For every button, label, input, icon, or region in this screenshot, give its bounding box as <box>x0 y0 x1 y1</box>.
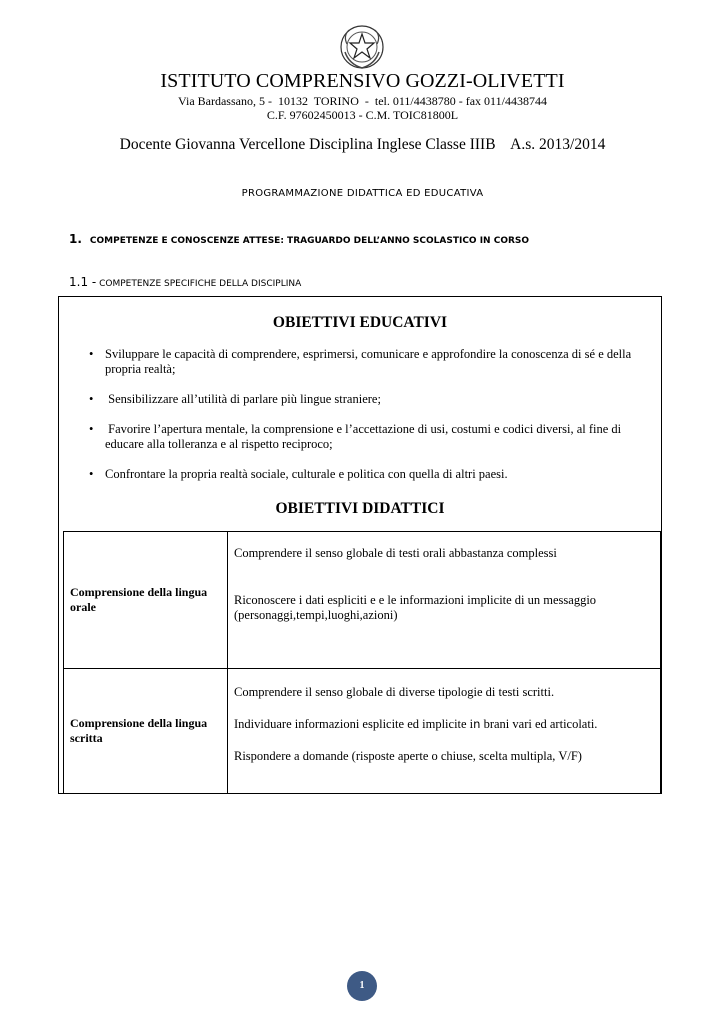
educational-objectives-list <box>89 347 649 497</box>
document-title: PROGRAMMAZIONE DIDATTICA ED EDUCATIVA <box>241 188 484 199</box>
section-1-heading <box>69 232 529 246</box>
list-item: • Sviluppare le capacità di comprendere, esprimersi, comunicare e approfondire la conoscenza di sé e della propria realtà; <box>89 347 632 376</box>
list-item: • Confrontare la propria realtà sociale, culturale e politica con quella di altri paesi. <box>89 467 508 481</box>
bullet-icon: • <box>89 347 94 361</box>
bullet-icon: • <box>89 467 94 481</box>
republic-emblem-icon <box>337 22 387 72</box>
row-content: Comprendere il senso globale di testi orali abbastanza complessi Riconoscere i dati espliciti e e le informazioni implicite di un messaggio (personaggi,tempi,luoghi,azioni) <box>228 532 661 669</box>
school-codes: C.F. 97602450013 - C.M. TOIC81800L <box>266 108 459 122</box>
section-1-title: COMPETENZE E CONOSCENZE ATTESE: TRAGUARDO DELL’ANNO SCOLASTICO IN CORSO <box>89 236 530 246</box>
section-1-1-heading <box>69 275 301 289</box>
row-label: Comprensione della lingua orale <box>64 532 228 669</box>
row-content: Comprendere il senso globale di diverse tipologie di testi scritti. Individuare informazioni esplicite ed implicite in brani vari ed articolati. Rispondere a domande (risposte aperte o chiuse, scelta multipla, V/F) <box>228 669 661 794</box>
bullet-icon: • <box>89 392 94 406</box>
page-number-badge: 1 <box>347 971 377 1001</box>
didactic-objectives-heading: OBIETTIVI DIDATTICI <box>275 500 445 517</box>
school-address: Via Bardassano, 5 - 10132 TORINO - tel. 011/4438780 - fax 011/4438744 <box>178 94 547 108</box>
list-item: • Sensibilizzare all’utilità di parlare più lingue straniere; <box>89 392 381 406</box>
table-row <box>64 669 661 794</box>
list-item: • Favorire l’apertura mentale, la comprensione e l’accettazione di usi, costumi e codici diversi, al fine di educare alla tolleranza e al rispetto reciproco; <box>89 422 622 451</box>
school-name: ISTITUTO COMPRENSIVO GOZZI-OLIVETTI <box>160 70 565 92</box>
section-1-1-title: COMPETENZE SPECIFICHE DELLA DISCIPLINA <box>99 279 302 289</box>
table-row <box>64 532 661 669</box>
educational-objectives-heading: OBIETTIVI EDUCATIVI <box>272 314 448 331</box>
section-1-number: 1. <box>69 232 82 246</box>
teacher-line: Docente Giovanna Vercellone Disciplina Inglese Classe IIIB A.s. 2013/2014 <box>119 136 606 153</box>
section-1-1-number: 1.1 - <box>69 275 97 289</box>
didactic-objectives-table <box>63 531 661 794</box>
row-label: Comprensione della lingua scritta <box>64 669 228 794</box>
bullet-icon: • <box>89 422 94 436</box>
objectives-box <box>58 296 662 794</box>
